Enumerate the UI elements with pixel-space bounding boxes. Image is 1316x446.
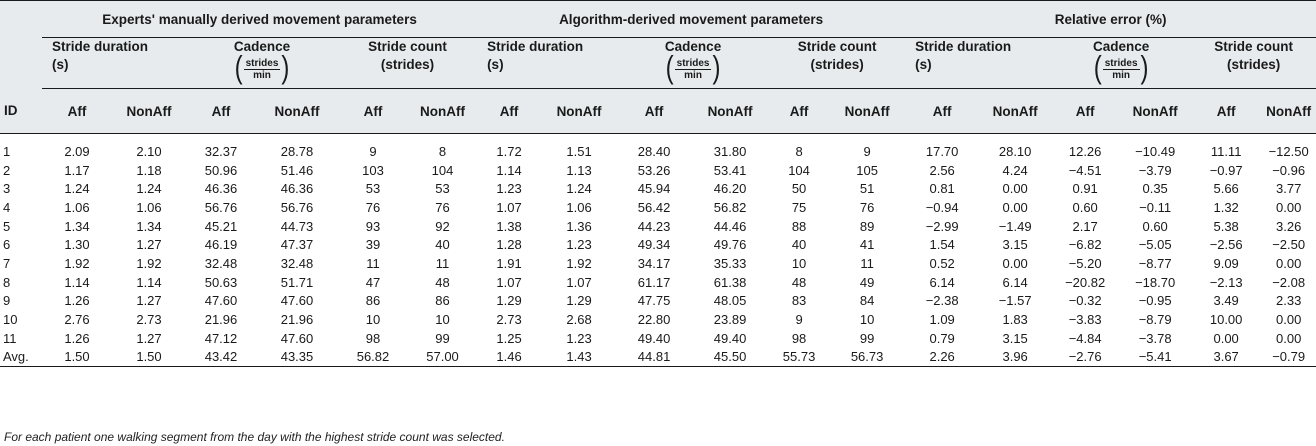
col-nonaff: NonAff xyxy=(1261,89,1316,134)
table-cell: 1.07 xyxy=(496,274,522,290)
col-nonaff: NonAff xyxy=(256,89,338,134)
row-id-cell: Avg. xyxy=(0,348,42,367)
table-cell: 49 xyxy=(859,274,875,290)
subheader-cadence: Cadence ( strides min ) xyxy=(617,38,769,89)
table-cell: 93 xyxy=(365,218,381,234)
table-cell: 8 xyxy=(438,143,447,159)
table-cell: 1.14 xyxy=(64,274,90,290)
table-cell: 4.24 xyxy=(1002,162,1028,178)
table-cell: 1.24 xyxy=(566,181,592,197)
table-cell: 1.17 xyxy=(64,162,90,178)
table-cell: 45.21 xyxy=(204,218,238,234)
table-cell: 21.96 xyxy=(204,312,238,328)
table-cell: −2.56 xyxy=(1209,237,1243,253)
table-cell: 1.29 xyxy=(566,293,592,309)
table-cell: 86 xyxy=(365,293,381,309)
table-cell: 1.50 xyxy=(42,348,112,367)
table-cell: 3.49 xyxy=(1213,293,1239,309)
table-cell: −0.11 xyxy=(1139,199,1172,215)
table-cell: 56.76 xyxy=(204,199,238,215)
subheader-row xyxy=(0,38,1316,89)
table-cell: 1.83 xyxy=(1002,312,1028,328)
table-cell: −8.77 xyxy=(1138,255,1172,271)
table-row xyxy=(0,292,1316,311)
table-cell: 56.73 xyxy=(829,348,905,367)
table-cell: 0.00 xyxy=(1213,330,1239,346)
col-nonaff: NonAff xyxy=(829,89,905,134)
table-cell: −6.82 xyxy=(1068,237,1102,253)
table-cell: 28.78 xyxy=(280,143,314,159)
table-cell: −12.50 xyxy=(1268,143,1309,159)
table-cell: 45.94 xyxy=(637,181,671,197)
table-cell: 0.00 xyxy=(1276,330,1302,346)
table-cell: 10 xyxy=(365,312,381,328)
table-cell: 53 xyxy=(435,181,450,197)
table-cell: 1.23 xyxy=(566,330,592,346)
table-cell: 76 xyxy=(365,199,381,215)
table-cell: 0.81 xyxy=(929,181,955,197)
table-cell: 84 xyxy=(859,293,875,309)
table-cell: 0.35 xyxy=(1142,181,1168,197)
col-aff: Aff xyxy=(477,89,541,134)
col-nonaff: NonAff xyxy=(1119,89,1191,134)
table-cell: 1.27 xyxy=(136,237,162,253)
table-cell: 56.82 xyxy=(338,348,408,367)
table-cell: 104 xyxy=(788,162,810,178)
col-aff: Aff xyxy=(42,89,112,134)
table-cell: 47.37 xyxy=(280,237,314,253)
table-cell: 46.20 xyxy=(713,181,747,197)
subheader-stride-count: Stride count (strides) xyxy=(338,38,477,89)
table-cell: 0.60 xyxy=(1072,199,1098,215)
table-cell: 49.76 xyxy=(713,237,747,253)
table-cell: 1.92 xyxy=(64,255,90,271)
group-header-relative-error: Relative error (%) xyxy=(905,1,1316,38)
row-id-cell: 4 xyxy=(3,199,11,215)
id-header: ID xyxy=(0,89,42,134)
table-cell: 17.70 xyxy=(925,143,959,159)
table-cell: 10 xyxy=(435,312,450,328)
table-cell: 1.92 xyxy=(136,255,162,271)
table-body xyxy=(0,134,1316,367)
table-row xyxy=(0,329,1316,348)
table-cell: 49.34 xyxy=(637,237,671,253)
table-row xyxy=(0,273,1316,292)
table-cell: 0.00 xyxy=(1276,312,1302,328)
col-aff: Aff xyxy=(769,89,829,134)
table-cell: 2.10 xyxy=(136,143,162,159)
table-cell: 0.79 xyxy=(929,330,955,346)
spacer-row xyxy=(0,134,1316,143)
table-cell: 1.27 xyxy=(136,293,162,309)
table-cell: 12.26 xyxy=(1068,143,1102,159)
table-row xyxy=(0,235,1316,254)
table-row xyxy=(0,161,1316,180)
table-cell: 61.17 xyxy=(637,274,671,290)
table-cell: 1.25 xyxy=(496,330,522,346)
table-cell: 2.26 xyxy=(905,348,979,367)
table-cell: −5.05 xyxy=(1138,237,1172,253)
group-header-experts: Experts' manually derived movement parameters xyxy=(42,1,477,38)
table-row xyxy=(0,310,1316,329)
table-cell: 2.73 xyxy=(496,312,522,328)
table-row xyxy=(0,179,1316,198)
table-cell: 1.29 xyxy=(496,293,522,309)
table-cell: 46.36 xyxy=(280,181,314,197)
table-cell: 11.11 xyxy=(1210,143,1242,159)
table-cell: 1.24 xyxy=(64,181,90,197)
table-cell: 56.42 xyxy=(637,199,671,215)
table-cell: 47 xyxy=(365,274,381,290)
table-cell: 1.18 xyxy=(136,162,162,178)
table-cell: 1.28 xyxy=(496,237,522,253)
table-cell: 40 xyxy=(791,237,807,253)
table-cell: −1.57 xyxy=(998,293,1032,309)
table-cell: 76 xyxy=(859,199,875,215)
row-id-cell: 3 xyxy=(3,181,11,197)
col-nonaff: NonAff xyxy=(112,89,186,134)
table-cell: 2.33 xyxy=(1276,293,1302,309)
table-cell: 44.81 xyxy=(617,348,691,367)
cadence-unit-fraction: ( strides min ) xyxy=(665,50,721,86)
table-cell: 1.46 xyxy=(477,348,541,367)
table-cell: 1.13 xyxy=(566,162,592,178)
table-cell: 88 xyxy=(791,218,807,234)
table-cell: 50.96 xyxy=(204,162,238,178)
table-cell: 1.91 xyxy=(496,255,522,271)
table-cell: 44.23 xyxy=(637,218,671,234)
table-cell: 57.00 xyxy=(408,348,477,367)
table-cell: 10.00 xyxy=(1209,312,1243,328)
table-cell: 6.14 xyxy=(1002,274,1028,290)
table-cell: 41 xyxy=(859,237,875,253)
table-cell: 39 xyxy=(365,237,381,253)
table-cell: 1.26 xyxy=(64,330,90,346)
column-header-row xyxy=(0,89,1316,134)
table-cell: −0.32 xyxy=(1068,293,1102,309)
table-cell: 28.10 xyxy=(998,143,1032,159)
table-cell: 3.77 xyxy=(1276,181,1302,197)
row-id-cell: 1 xyxy=(3,143,11,159)
table-cell: 56.76 xyxy=(280,199,314,215)
table-cell: −18.70 xyxy=(1135,274,1176,290)
table-cell: 1.34 xyxy=(136,218,162,234)
table-cell: 1.43 xyxy=(541,348,617,367)
table-cell: 1.09 xyxy=(929,312,955,328)
table-cell: −20.82 xyxy=(1065,274,1106,290)
table-cell: 1.36 xyxy=(566,218,592,234)
table-cell: 1.38 xyxy=(496,218,522,234)
table-cell: 43.35 xyxy=(256,348,338,367)
col-nonaff: NonAff xyxy=(691,89,769,134)
table-cell: 3.15 xyxy=(1002,237,1028,253)
table-cell: 1.24 xyxy=(136,181,162,197)
table-cell: −0.95 xyxy=(1138,293,1172,309)
col-aff: Aff xyxy=(1051,89,1119,134)
group-header-algorithm: Algorithm-derived movement parameters xyxy=(477,1,905,38)
table-cell: 61.38 xyxy=(713,274,747,290)
table-cell: 53.41 xyxy=(713,162,747,178)
table-cell: 0.60 xyxy=(1142,218,1168,234)
table-cell: 23.89 xyxy=(713,312,747,328)
table-cell: −0.97 xyxy=(1209,162,1243,178)
table-cell: 1.06 xyxy=(136,199,162,215)
table-cell: 83 xyxy=(791,293,807,309)
subheader-stride-duration: Stride duration (s) xyxy=(477,38,617,89)
table-cell: 44.46 xyxy=(713,218,747,234)
table-cell: 105 xyxy=(856,162,878,178)
table-cell: 47.12 xyxy=(204,330,238,346)
col-nonaff: NonAff xyxy=(541,89,617,134)
table-cell: 1.30 xyxy=(64,237,90,253)
table-cell: 1.23 xyxy=(566,237,592,253)
table-cell: 47.60 xyxy=(204,293,238,309)
table-cell: 47.75 xyxy=(637,293,671,309)
table-cell: −3.83 xyxy=(1068,312,1102,328)
table-cell: 0.52 xyxy=(929,255,955,271)
table-cell: 35.33 xyxy=(713,255,747,271)
table-cell: 1.06 xyxy=(566,199,592,215)
table-cell: 9 xyxy=(369,143,377,159)
subheader-stride-count: Stride count (strides) xyxy=(769,38,905,89)
table-cell: 1.34 xyxy=(64,218,90,234)
table-cell: 55.73 xyxy=(769,348,829,367)
table-cell: 47.60 xyxy=(280,293,314,309)
table-cell: −2.50 xyxy=(1272,237,1306,253)
table-cell: 1.50 xyxy=(112,348,186,367)
table-cell: 103 xyxy=(362,162,384,178)
table-cell: 51.71 xyxy=(280,274,314,290)
table-cell: −0.79 xyxy=(1261,348,1316,367)
col-aff: Aff xyxy=(905,89,979,134)
table-cell: 51.46 xyxy=(280,162,314,178)
table-cell: 76 xyxy=(435,199,450,215)
table-cell: 0.00 xyxy=(1276,255,1302,271)
subheader-stride-duration: Stride duration (s) xyxy=(42,38,186,89)
table-cell: 92 xyxy=(435,218,450,234)
row-id-cell: 5 xyxy=(3,218,11,234)
table-cell: 1.54 xyxy=(929,237,955,253)
table-cell: 0.91 xyxy=(1072,181,1098,197)
table-cell: 1.06 xyxy=(64,199,90,215)
table-cell: 5.66 xyxy=(1213,181,1239,197)
table-cell: 32.37 xyxy=(204,143,238,159)
table-cell: 43.42 xyxy=(186,348,256,367)
subheader-cadence: Cadence ( strides min ) xyxy=(186,38,338,89)
table-cell: −5.20 xyxy=(1068,255,1102,271)
table-cell: 51 xyxy=(859,181,875,197)
table-cell: 49.40 xyxy=(637,330,671,346)
subheader-stride-count: Stride count (strides) xyxy=(1191,38,1316,89)
col-aff: Aff xyxy=(1191,89,1261,134)
table-cell: 2.73 xyxy=(136,312,162,328)
table-cell: 46.19 xyxy=(204,237,238,253)
table-cell: 2.76 xyxy=(64,312,90,328)
table-cell: 86 xyxy=(435,293,450,309)
table-cell: 1.14 xyxy=(496,162,522,178)
table-cell: 11 xyxy=(366,255,380,271)
row-id-cell: 10 xyxy=(3,312,18,328)
table-cell: 32.48 xyxy=(280,255,314,271)
row-id-cell: 8 xyxy=(3,274,11,290)
table-cell: −5.41 xyxy=(1119,348,1191,367)
table-cell: 10 xyxy=(791,255,807,271)
table-row xyxy=(0,142,1316,161)
table-cell: 99 xyxy=(435,330,450,346)
table-cell: 5.38 xyxy=(1213,218,1239,234)
table-cell: 9 xyxy=(795,312,803,328)
table-cell: −0.94 xyxy=(925,199,959,215)
table-cell: 89 xyxy=(859,218,875,234)
table-cell: −2.08 xyxy=(1272,274,1306,290)
table-cell: −0.96 xyxy=(1272,162,1306,178)
table-cell: 0.00 xyxy=(1002,181,1028,197)
table-cell: 6.14 xyxy=(929,274,955,290)
table-cell: 40 xyxy=(435,237,450,253)
table-cell: 50.63 xyxy=(204,274,238,290)
table-cell: 0.00 xyxy=(1002,199,1028,215)
subheader-stride-duration: Stride duration (s) xyxy=(905,38,1051,89)
table-cell: 21.96 xyxy=(280,312,314,328)
table-cell: 2.09 xyxy=(64,143,90,159)
table-cell: −10.49 xyxy=(1135,143,1176,159)
table-cell: 3.96 xyxy=(979,348,1051,367)
table-cell: −2.76 xyxy=(1051,348,1119,367)
table-cell: 1.14 xyxy=(136,274,162,290)
col-nonaff: NonAff xyxy=(408,89,477,134)
table-cell: 50 xyxy=(791,181,807,197)
average-row xyxy=(0,348,1316,367)
table-cell: 49.40 xyxy=(713,330,747,346)
table-cell: 56.82 xyxy=(713,199,747,215)
table-cell: 8 xyxy=(795,143,803,159)
col-aff: Aff xyxy=(186,89,256,134)
col-aff: Aff xyxy=(338,89,408,134)
cadence-unit-fraction: ( strides min ) xyxy=(234,50,290,86)
table-cell: −8.79 xyxy=(1138,312,1172,328)
table-cell: 1.07 xyxy=(496,199,522,215)
table-cell: 46.36 xyxy=(204,181,238,197)
table-cell: 47.60 xyxy=(280,330,314,346)
table-cell: 1.27 xyxy=(136,330,162,346)
group-header-row xyxy=(0,1,1316,38)
table-cell: 9.09 xyxy=(1213,255,1239,271)
table-cell: 44.73 xyxy=(280,218,314,234)
table-cell: 11 xyxy=(860,255,874,271)
table-cell: 48 xyxy=(791,274,807,290)
table-cell: 10 xyxy=(859,312,875,328)
table-cell: −2.13 xyxy=(1209,274,1243,290)
table-cell: 28.40 xyxy=(637,143,671,159)
table-cell: 104 xyxy=(431,162,454,178)
table-cell: 53 xyxy=(365,181,381,197)
row-id-cell: 7 xyxy=(3,255,11,271)
table-row xyxy=(0,217,1316,236)
table-cell: 34.17 xyxy=(637,255,671,271)
table-cell: 3.67 xyxy=(1191,348,1261,367)
table-cell: 1.26 xyxy=(64,293,90,309)
table-cell: 2.56 xyxy=(929,162,955,178)
table-cell: 11 xyxy=(435,255,450,271)
table-cell: 22.80 xyxy=(637,312,671,328)
table-cell: 1.32 xyxy=(1213,199,1239,215)
table-cell: 9 xyxy=(863,143,871,159)
row-id-cell: 9 xyxy=(3,293,11,309)
table-cell: 32.48 xyxy=(204,255,238,271)
col-aff: Aff xyxy=(617,89,691,134)
table-cell: 2.68 xyxy=(566,312,592,328)
table-cell: 48 xyxy=(435,274,450,290)
table-footnote: For each patient one walking segment from the day with the highest stride count was selected. xyxy=(4,430,505,444)
table-cell: 1.72 xyxy=(496,143,522,159)
table-cell: 0.00 xyxy=(1276,199,1302,215)
table-cell: −4.84 xyxy=(1068,330,1102,346)
row-id-cell: 6 xyxy=(3,237,11,253)
table-cell: 98 xyxy=(791,330,807,346)
table-row xyxy=(0,198,1316,217)
row-id-cell: 11 xyxy=(3,330,17,346)
table-cell: 1.23 xyxy=(496,181,522,197)
table-row xyxy=(0,254,1316,273)
table-cell: 99 xyxy=(859,330,875,346)
table-cell: 31.80 xyxy=(713,143,747,159)
row-id-cell: 2 xyxy=(3,162,11,178)
table-cell: −1.49 xyxy=(998,218,1032,234)
table-cell: −2.99 xyxy=(925,218,959,234)
table-cell: −3.78 xyxy=(1138,330,1172,346)
subheader-cadence: Cadence ( strides min ) xyxy=(1051,38,1191,89)
table-cell: 3.15 xyxy=(1002,330,1028,346)
table-cell: −2.38 xyxy=(925,293,959,309)
table-cell: 1.92 xyxy=(566,255,592,271)
table-cell: −3.79 xyxy=(1138,162,1172,178)
table-cell: 0.00 xyxy=(1002,255,1028,271)
table-cell: 48.05 xyxy=(713,293,747,309)
table-cell: 3.26 xyxy=(1276,218,1302,234)
table-cell: 53.26 xyxy=(637,162,671,178)
table-cell: 2.17 xyxy=(1072,218,1098,234)
col-nonaff: NonAff xyxy=(979,89,1051,134)
table-cell: 45.50 xyxy=(691,348,769,367)
cadence-unit-fraction: ( strides min ) xyxy=(1093,50,1149,86)
table-cell: 98 xyxy=(365,330,381,346)
table-cell: 1.51 xyxy=(566,143,592,159)
table-cell: 75 xyxy=(791,199,807,215)
table-cell: 1.07 xyxy=(566,274,592,290)
table-cell: −4.51 xyxy=(1068,162,1102,178)
